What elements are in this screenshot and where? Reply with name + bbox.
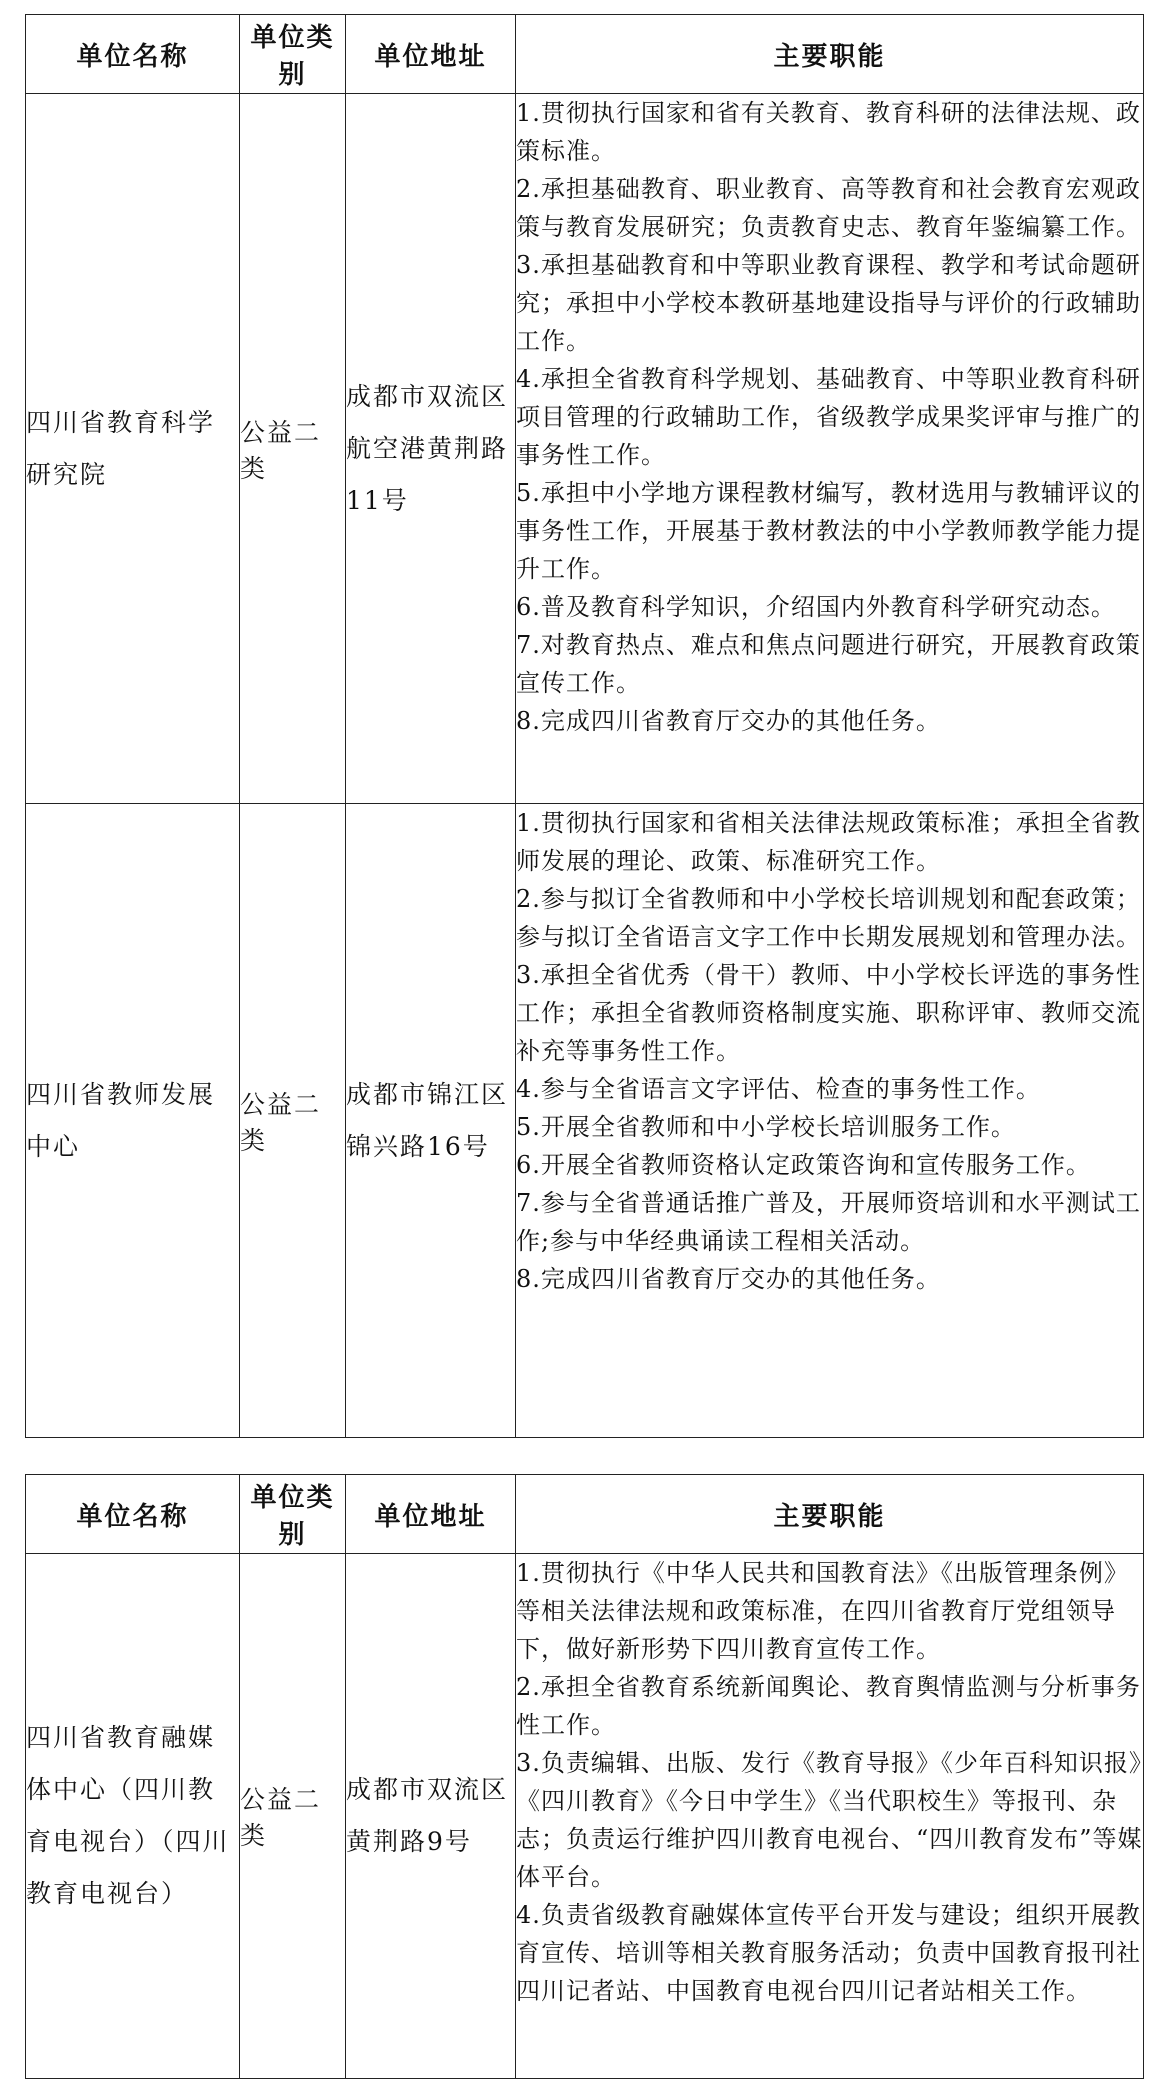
unit-table-1 <box>25 14 1144 1438</box>
unit-category-cell: 公益二类 <box>240 804 346 1438</box>
table-row <box>26 804 1144 1438</box>
header-unit-name: 单位名称 <box>26 15 240 94</box>
header-main-duties: 主要职能 <box>516 1475 1144 1554</box>
unit-name-cell: 四川省教育科学研究院 <box>26 94 240 804</box>
duty-item: 5.承担中小学地方课程教材编写，教材选用与教辅评议的事务性工作，开展基于教材教法的中小学教师教学能力提升工作。 <box>516 479 1141 583</box>
duty-item: 6.普及教育科学知识，介绍国内外教育科学研究动态。 <box>516 593 1116 621</box>
unit-category-cell: 公益二类 <box>240 1554 346 2079</box>
unit-address-cell: 成都市锦江区锦兴路16号 <box>346 804 516 1438</box>
header-unit-category: 单位类别 <box>240 1475 346 1554</box>
unit-category-cell: 公益二类 <box>240 94 346 804</box>
duty-item: 3.负责编辑、出版、发行《教育导报》《少年百科知识报》《四川教育》《今日中学生》《当代职校生》等报刊、杂志；负责运行维护四川教育电视台、“四川教育发布”等媒体平台。 <box>516 1749 1143 1891</box>
header-unit-address: 单位地址 <box>346 15 516 94</box>
unit-name-cell: 四川省教育融媒体中心（四川教育电视台）（四川教育电视台） <box>26 1554 240 2079</box>
duty-item: 3.承担全省优秀（骨干）教师、中小学校长评选的事务性工作；承担全省教师资格制度实施、职称评审、教师交流补充等事务性工作。 <box>516 961 1141 1065</box>
header-unit-category: 单位类别 <box>240 15 346 94</box>
table-header-row <box>26 1475 1144 1554</box>
unit-table-2 <box>25 1474 1144 2079</box>
duty-item: 7.对教育热点、难点和焦点问题进行研究，开展教育政策宣传工作。 <box>516 631 1141 697</box>
duty-item: 1.贯彻执行《中华人民共和国教育法》《出版管理条例》等相关法律法规和政策标准，在四川省教育厅党组领导下，做好新形势下四川教育宣传工作。 <box>516 1559 1129 1663</box>
table-row <box>26 1554 1144 2079</box>
unit-address-cell: 成都市双流区黄荆路9号 <box>346 1554 516 2079</box>
duty-item: 5.开展全省教师和中小学校长培训服务工作。 <box>516 1113 1016 1141</box>
table-row <box>26 94 1144 804</box>
table-header-row <box>26 15 1144 94</box>
duty-item: 8.完成四川省教育厅交办的其他任务。 <box>516 1265 941 1293</box>
unit-name-cell: 四川省教师发展中心 <box>26 804 240 1438</box>
main-duties-cell <box>516 804 1144 1438</box>
duty-item: 2.参与拟订全省教师和中小学校长培训规划和配套政策；参与拟订全省语言文字工作中长期发展规划和管理办法。 <box>516 885 1141 951</box>
duty-item: 8.完成四川省教育厅交办的其他任务。 <box>516 707 941 735</box>
header-unit-address: 单位地址 <box>346 1475 516 1554</box>
header-main-duties: 主要职能 <box>516 15 1144 94</box>
header-unit-name: 单位名称 <box>26 1475 240 1554</box>
duty-item: 1.贯彻执行国家和省相关法律法规政策标准；承担全省教师发展的理论、政策、标准研究工作。 <box>516 809 1141 875</box>
duty-item: 2.承担基础教育、职业教育、高等教育和社会教育宏观政策与教育发展研究；负责教育史志、教育年鉴编纂工作。 <box>516 175 1141 241</box>
duty-item: 7.参与全省普通话推广普及，开展师资培训和水平测试工作;参与中华经典诵读工程相关活动。 <box>516 1189 1141 1255</box>
duty-item: 2.承担全省教育系统新闻舆论、教育舆情监测与分析事务性工作。 <box>516 1673 1141 1739</box>
duty-item: 4.负责省级教育融媒体宣传平台开发与建设；组织开展教育宣传、培训等相关教育服务活动；负责中国教育报刊社四川记者站、中国教育电视台四川记者站相关工作。 <box>516 1901 1141 2005</box>
duty-item: 6.开展全省教师资格认定政策咨询和宣传服务工作。 <box>516 1151 1091 1179</box>
duty-item: 4.参与全省语言文字评估、检查的事务性工作。 <box>516 1075 1041 1103</box>
duty-item: 1.贯彻执行国家和省有关教育、教育科研的法律法规、政策标准。 <box>516 99 1141 165</box>
unit-address-cell: 成都市双流区航空港黄荆路11号 <box>346 94 516 804</box>
main-duties-cell <box>516 94 1144 804</box>
duty-item: 3.承担基础教育和中等职业教育课程、教学和考试命题研究；承担中小学校本教研基地建设指导与评价的行政辅助工作。 <box>516 251 1141 355</box>
duty-item: 4.承担全省教育科学规划、基础教育、中等职业教育科研项目管理的行政辅助工作，省级教学成果奖评审与推广的事务性工作。 <box>516 365 1141 469</box>
main-duties-cell <box>516 1554 1144 2079</box>
